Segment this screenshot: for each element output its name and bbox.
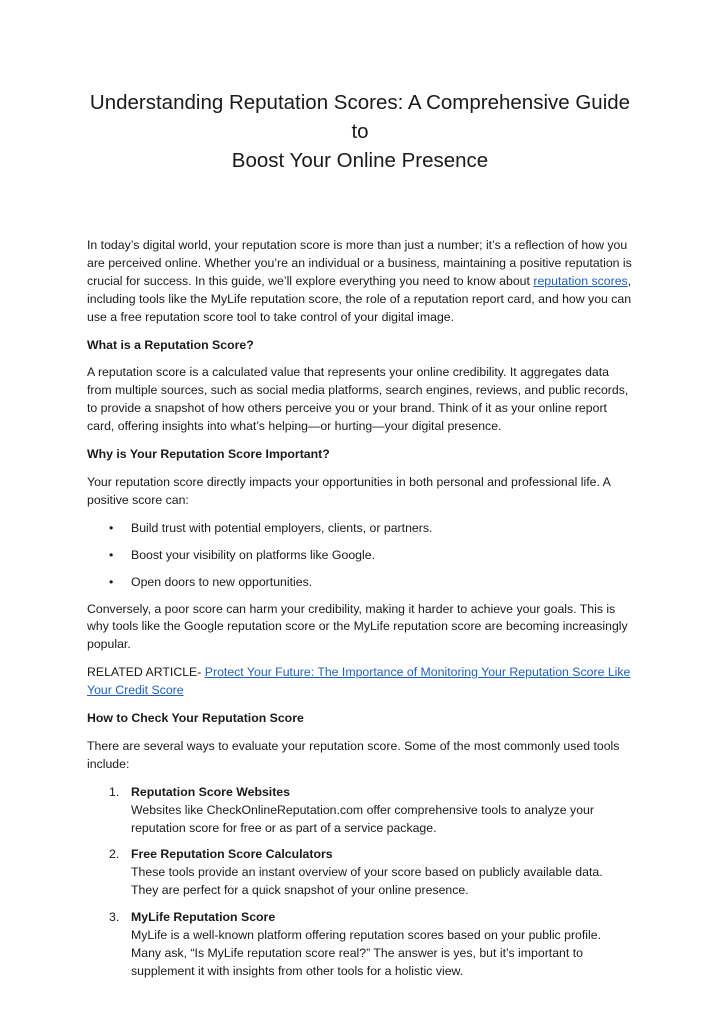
section-heading-check: How to Check Your Reputation Score [87,711,304,726]
list-item-text: Boost your visibility on platforms like Google. [131,547,375,562]
section-check-paragraph: There are several ways to evaluate your reputation score. Some of the most commonly used tools include: [87,738,620,771]
title-line-2: Boost Your Online Presence [231,149,489,172]
section-why-conclusion: Conversely, a poor score can harm your credibility, making it harder to achieve your goals. This is why tools like the Google reputation score or the MyLife reputation score are becoming increasingly popular. [87,601,628,652]
list-item [87,547,633,565]
related-article-link[interactable]: Protect Your Future: The Importance of Monitoring Your Reputation Score Like Your Credit Score [87,665,631,698]
intro-paragraph [87,237,633,327]
section-what-paragraph: A reputation score is a calculated value that represents your online credibility. It aggregates data from multiple sources, such as social media platforms, search engines, reviews, and public records, to provide a snapshot of how others perceive you or your brand. Think of it as your online report card, offering insights into what’s helping—or hurting—your digital presence. [87,365,629,434]
section-heading-why: Why is Your Reputation Score Important? [87,447,330,462]
section-heading-what: What is a Reputation Score? [87,337,254,352]
list-item [87,846,633,900]
tools-list [87,784,633,981]
reputation-scores-link[interactable]: reputation scores [533,273,628,288]
intro-text-after-link: , including tools like the MyLife reputation score, the role of a reputation report card, and how you can use a free reputation score tool to take control of your digital image. [87,273,632,324]
list-item [87,520,633,538]
list-item-text: Build trust with potential employers, clients, or partners. [131,520,433,535]
bullet-icon: • [109,520,114,535]
bullet-icon: • [109,574,114,589]
document-title [87,88,633,175]
section-why-paragraph: Your reputation score directly impacts your opportunities in both personal and professional life. A positive score can: [87,474,611,507]
tool-name: Reputation Score Websites [131,784,290,799]
related-article [87,664,633,700]
list-item [87,574,633,592]
tool-description: Websites like CheckOnlineReputation.com offer comprehensive tools to analyze your reputation score for free or as part of a service package. [131,802,594,835]
tool-name: Free Reputation Score Calculators [131,847,333,862]
tool-name: MyLife Reputation Score [131,910,276,925]
list-item [87,784,633,838]
list-item [87,909,633,981]
bullet-icon: • [109,547,114,562]
related-article-prefix: RELATED ARTICLE- [87,665,205,680]
title-line-1: Understanding Reputation Scores: A Comprehensive Guide to [89,91,631,143]
tool-description: These tools provide an instant overview of your score based on publicly available data. They are perfect for a quick snapshot of your online presence. [131,865,603,898]
tool-description: MyLife is a well-known platform offering reputation scores based on your public profile. Many ask, “Is MyLife reputation score real?” The answer is yes, but it’s important to supplement it with insights from other tools for a holistic view. [131,928,602,978]
intro-text-before-link: In today’s digital world, your reputation score is more than just a number; it’s a reflection of how you are perceived online. Whether you’re an individual or a business, maintaining a positive reputation is crucial for success. In this guide, we’ll explore everything you need to know about [87,238,632,288]
list-item-text: Open doors to new opportunities. [131,574,313,589]
list-number: 1. [109,784,120,799]
list-number: 3. [109,910,120,925]
list-number: 2. [109,847,120,862]
benefits-list [87,520,633,592]
document-body [87,237,633,981]
